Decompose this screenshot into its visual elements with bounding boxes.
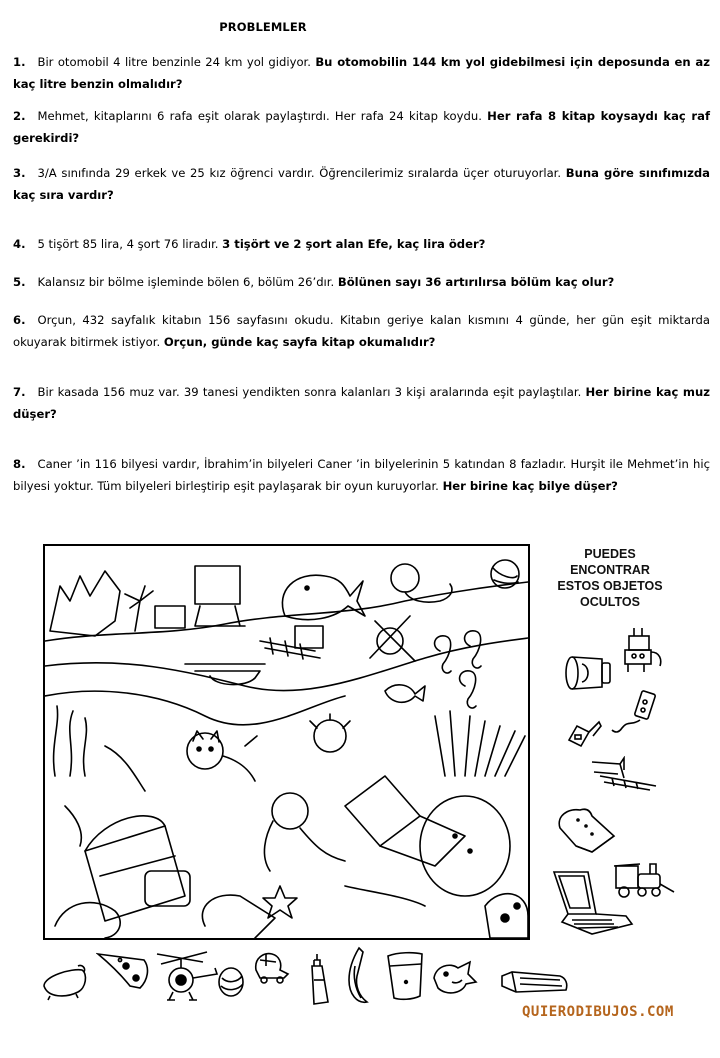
hidden-objects-scene [43, 544, 530, 940]
watermark-logo: QUIERODIBUJOS.COM [522, 1004, 674, 1020]
kelp-lines [65, 746, 425, 906]
problem-question: Bölünen sayı 36 artırılırsa bölüm kaç olur? [337, 275, 615, 289]
diver-helmet [391, 564, 419, 592]
find-objects-heading [545, 546, 675, 610]
toy-car-icon [252, 950, 292, 986]
problem-number: 2. [13, 109, 26, 123]
problem-question: Her birine kaç bilye düşer? [442, 479, 618, 493]
problem-text: Kalansız bir bölme işleminde bölen 6, bölüm 26’dır. [37, 275, 338, 289]
problem-question: 3 tişört ve 2 şort alan Efe, kaç lira öder? [222, 237, 486, 251]
heading-line: ENCONTRAR [570, 563, 650, 577]
laptop-icon [552, 870, 638, 936]
rock-debris [55, 903, 120, 938]
problem-text: 5 tişört 85 lira, 4 şort 76 liradır. [37, 237, 223, 251]
problem-3 [13, 162, 710, 206]
cheese-icon [96, 950, 152, 990]
glass-icon [386, 950, 426, 1002]
problem-6 [13, 309, 710, 353]
fish-icon [432, 958, 478, 998]
problem-text: Mehmet, kitaplarını 6 rafa eşit olarak paylaştırdı. Her rafa 24 kitap koydu. [37, 109, 488, 123]
problem-question: Buna göre sınıfımızda kaç sıra vardır? [13, 166, 711, 202]
robot-icon [620, 626, 666, 674]
ball-icon [216, 966, 246, 998]
problem-question: Her rafa 8 kitap koysaydı kaç raf gerekirdi? [13, 109, 710, 145]
problem-2 [13, 105, 710, 149]
seahorse-shape [460, 671, 476, 708]
diver-bubble [314, 720, 346, 752]
problem-text: Caner ’in 116 bilyesi vardır, İbrahim’in bilyeleri Caner ’in bilyelerinin 5 katından 8 fazladır. Hurşit ile Mehmet’in hiç bilyesi yoktur. Tüm bilyeleri birleştirip eşit paylaşarak bir oyun kuruyorlar. [13, 457, 710, 493]
heading-line: ESTOS OBJETOS [557, 579, 663, 593]
easel-shape [195, 566, 240, 604]
problem-1 [13, 51, 710, 95]
problem-number: 4. [13, 237, 26, 251]
worksheet-title: PROBLEMLER [219, 20, 307, 34]
problem-4 [13, 233, 710, 255]
diver-helmet [272, 793, 308, 829]
problem-number: 7. [13, 385, 26, 399]
problem-8 [13, 453, 710, 497]
seabed-line [45, 691, 345, 725]
problem-number: 5. [13, 275, 26, 289]
problem-7 [13, 381, 710, 425]
palm-tree [125, 586, 153, 631]
reeds-shape [435, 711, 525, 776]
problem-number: 1. [13, 55, 26, 69]
box-shape [295, 626, 323, 648]
problem-number: 3. [13, 166, 26, 180]
chair-icon [590, 756, 662, 792]
problem-number: 6. [13, 313, 26, 327]
problem-question: Orçun, günde kaç sayfa kitap okumalıdır? [163, 335, 436, 349]
fish-shape [385, 685, 425, 702]
problem-number: 8. [13, 457, 26, 471]
crate-shape [155, 606, 185, 628]
bathtub-icon [42, 962, 90, 1002]
problem-question: Bu otomobilin 144 km yol gidebilmesi için deposunda en az kaç litre benzin olmalıdır? [13, 55, 710, 91]
bread-shape [202, 895, 275, 938]
problem-question: Her birine kaç muz düşer? [13, 385, 711, 421]
problem-text: Bir otomobil 4 litre benzinle 24 km yol gidiyor. [37, 55, 316, 69]
rock-shape [50, 571, 120, 636]
cassette-player-icon [610, 690, 660, 738]
diver-bubble [377, 628, 403, 654]
helicopter-icon [155, 948, 221, 1004]
heading-line: OCULTOS [580, 595, 640, 609]
bread-slice-icon [556, 806, 618, 854]
book-icon [500, 966, 570, 996]
problem-text: Bir kasada 156 muz var. 39 tanesi yendikten sonra kalanları 3 kişi aralarında eşit paylaştılar. [37, 385, 586, 399]
laptop-shape [345, 776, 420, 846]
cell-phone-icon [567, 718, 603, 748]
problem-text: Orçun, 432 sayfalık kitabın 156 sayfasını okudu. Kitabın geriye kalan kısmını 4 günde, her gün eşit miktarda okuyarak bitirmek istiyor. [13, 313, 710, 349]
banana-icon [343, 946, 371, 1006]
seahorse-shape [465, 631, 481, 668]
problem-5 [13, 271, 710, 293]
shoreline-line [45, 582, 528, 641]
plant-shape [54, 706, 87, 776]
problem-text: 3/A sınıfında 29 erkek ve 25 kız öğrenci vardır. Öğrencilerimiz sıralarda üçer oturuyorlar. [37, 166, 566, 180]
jar-icon [564, 654, 612, 692]
baby-bottle-icon [306, 952, 332, 1006]
egg-shape [420, 796, 510, 896]
heading-line: PUEDES [584, 547, 636, 561]
